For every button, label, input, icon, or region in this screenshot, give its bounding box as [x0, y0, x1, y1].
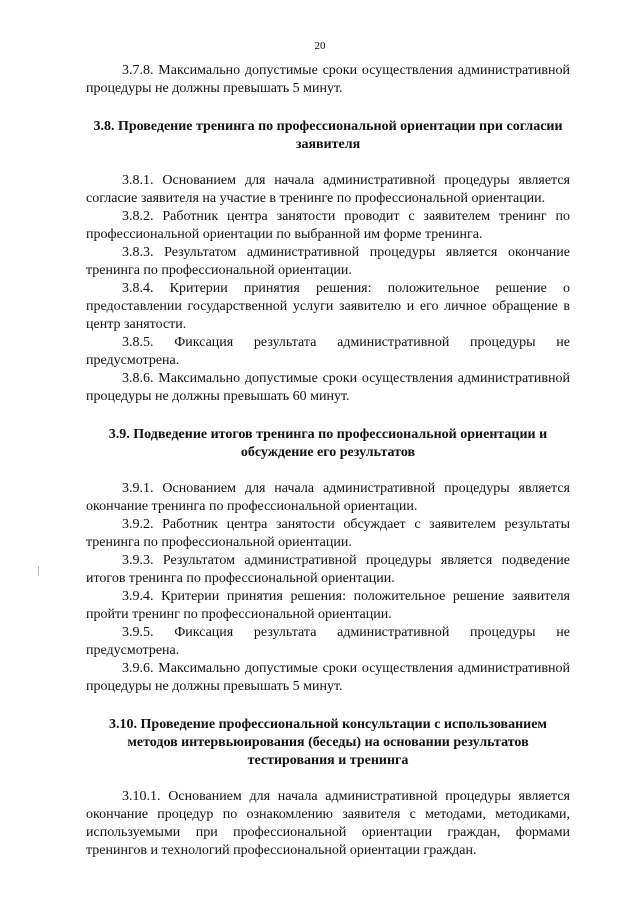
paragraph-3-8-3: 3.8.3. Результатом административной процедуры является окончание тренинга по профессиональной ориентации. [86, 245, 570, 278]
section-title-3-10: 3.10. Проведение профессиональной консультации с использованием методов интервьюирования (беседы) на основании результатов тестирования и тренинга [109, 717, 547, 768]
section-title-3-8: 3.8. Проведение тренинга по профессиональной ориентации при согласии заявителя [93, 119, 563, 152]
paragraph-3-9-6: 3.9.6. Максимально допустимые сроки осуществления административной процедуры не должны превышать 5 минут. [86, 661, 570, 694]
paragraph-3-9-4: 3.9.4. Критерии принятия решения: положительное решение заявителя пройти тренинг по профессиональной ориентации. [86, 589, 570, 622]
paragraph-3-10-1: 3.10.1. Основанием для начала административной процедуры является окончание процедур по ознакомлению заявителя с методами, методиками, используемыми при профессиональной ориентации граждан, формами тренингов и технологий профессиональной ориентации граждан. [86, 789, 570, 858]
paragraph-3-7-8: 3.7.8. Максимально допустимые сроки осуществления административной процедуры не должны превышать 5 минут. [86, 63, 570, 96]
paragraph-3-8-5: 3.8.5. Фиксация результата административной процедуры не предусмотрена. [86, 335, 570, 368]
paragraph-3-8-4: 3.8.4. Критерии принятия решения: положительное решение о предоставлении государственной услуги заявителю и его личное обращение в центр занятости. [86, 281, 570, 332]
margin-mark [38, 566, 42, 576]
paragraph-3-9-2: 3.9.2. Работник центра занятости обсуждает с заявителем результаты тренинга по профессиональной ориентации. [86, 517, 570, 550]
paragraph-3-9-1: 3.9.1. Основанием для начала административной процедуры является окончание тренинга по профессиональной ориентации. [86, 481, 570, 514]
paragraph-3-9-3: 3.9.3. Результатом административной процедуры является подведение итогов тренинга по профессиональной ориентации. [86, 553, 570, 586]
paragraph-3-8-6: 3.8.6. Максимально допустимые сроки осуществления административной процедуры не должны превышать 60 минут. [86, 371, 570, 404]
section-title-3-9: 3.9. Подведение итогов тренинга по профессиональной ориентации и обсуждение его результатов [108, 427, 548, 460]
paragraph-3-8-1: 3.8.1. Основанием для начала административной процедуры является согласие заявителя на участие в тренинге по профессиональной ориентации. [86, 173, 570, 206]
page-number: 20 [314, 40, 326, 52]
paragraph-3-8-2: 3.8.2. Работник центра занятости проводит с заявителем тренинг по профессиональной ориентации по выбранной им форме тренинга. [86, 209, 570, 242]
document-body [86, 62, 570, 860]
paragraph-3-9-5: 3.9.5. Фиксация результата административной процедуры не предусмотрена. [86, 625, 570, 658]
